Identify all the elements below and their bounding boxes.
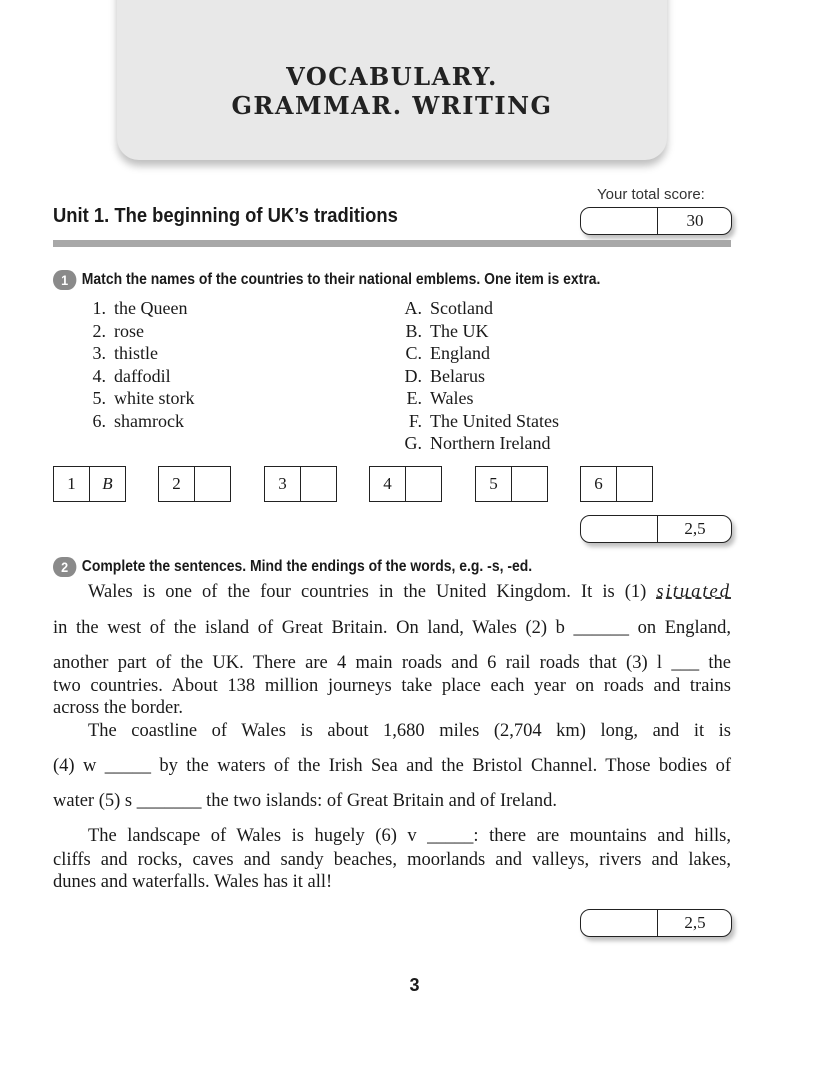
total-score-box[interactable] — [580, 207, 732, 235]
text-line: The landscape of Wales is hugely (6) v _____: there are mountains and hills, — [88, 826, 731, 846]
answer-number: 3 — [278, 474, 287, 493]
title-line-1: VOCABULARY. — [286, 62, 498, 91]
answer-box[interactable] — [53, 466, 126, 502]
task2-score-box[interactable] — [580, 909, 732, 937]
task-number-badge: 1 — [53, 270, 76, 290]
text-line: The coastline of Wales is about 1,680 miles (2,704 km) long, and it is — [88, 721, 731, 741]
list-item — [82, 365, 195, 388]
list-item — [82, 410, 195, 433]
divider — [53, 240, 731, 247]
item-text: England — [430, 343, 490, 363]
total-score-label: Your total score: — [597, 186, 705, 203]
text-line: another part of the UK. There are 4 main roads and 6 rail roads that (3) l ___ the — [53, 653, 731, 673]
country-list — [398, 297, 559, 455]
answer-number: 4 — [383, 474, 392, 493]
answer-box[interactable] — [158, 466, 231, 502]
text-line: (4) w _____ by the waters of the Irish Sea and the Bristol Channel. Those bodies of — [53, 756, 731, 776]
text-line — [88, 582, 731, 603]
item-text: thistle — [114, 343, 158, 363]
item-number: B. — [405, 320, 422, 341]
answer-field[interactable] — [616, 467, 652, 501]
list-item — [398, 342, 559, 365]
task1-score-box[interactable] — [580, 515, 732, 543]
list-item — [82, 297, 195, 320]
text-line: cliffs and rocks, caves and sandy beaches, moorlands and valleys, rivers and lakes, — [53, 850, 731, 870]
text-line: in the west of the island of Great Britain. On land, Wales (2) b ______ on England, — [53, 618, 731, 638]
task2-score-value: 2,5 — [684, 913, 706, 932]
task1-score-value: 2,5 — [684, 519, 706, 538]
list-item — [398, 320, 559, 343]
item-number: 5. — [92, 388, 106, 408]
answer-field[interactable]: B — [89, 467, 125, 501]
item-text: rose — [114, 320, 144, 341]
list-item — [82, 387, 195, 410]
item-number: F. — [408, 410, 422, 431]
item-number: 6. — [92, 410, 106, 431]
task1-instruction — [53, 270, 600, 290]
task2-instruction — [53, 557, 532, 577]
answer-field[interactable] — [511, 467, 547, 501]
answer-box[interactable] — [369, 466, 442, 502]
list-item — [398, 365, 559, 388]
text-line: water (5) s _______ the two islands: of Great Britain and of Ireland. — [53, 791, 557, 811]
item-number: G. — [404, 433, 422, 453]
item-number: A. — [404, 298, 422, 318]
answer-number: 2 — [172, 474, 181, 493]
item-number: C. — [405, 343, 422, 363]
filled-answer[interactable]: situated — [656, 582, 732, 602]
item-text: shamrock — [114, 410, 184, 431]
item-text: the Queen — [114, 298, 188, 318]
task2-text: Complete the sentences. Mind the endings of the words, e.g. -s, -ed. — [81, 558, 533, 576]
list-item — [82, 320, 195, 343]
task1-text: Match the names of the countries to their national emblems. One item is extra. — [81, 271, 601, 289]
item-number: 2. — [92, 320, 106, 341]
unit-title: Unit 1. The beginning of UK’s traditions — [53, 205, 398, 227]
answer-box[interactable] — [264, 466, 337, 502]
list-item — [398, 410, 559, 433]
list-item — [398, 432, 559, 455]
item-number: 4. — [92, 365, 106, 386]
item-number: E. — [406, 388, 422, 408]
item-text: Scotland — [430, 298, 493, 318]
item-number: 3. — [92, 343, 106, 363]
answer-number: 6 — [594, 474, 603, 493]
item-text: The UK — [430, 320, 489, 341]
task-number-badge: 2 — [53, 557, 76, 577]
page-number: 3 — [409, 975, 420, 995]
title-line-2: GRAMMAR. WRITING — [231, 91, 553, 120]
line-text: Wales is one of the four countries in the United Kingdom. It is (1) — [88, 582, 647, 602]
list-item — [82, 342, 195, 365]
answer-number: 1 — [67, 474, 76, 493]
text-line: dunes and waterfalls. Wales has it all! — [53, 872, 333, 892]
text-line: across the border. — [53, 698, 183, 718]
answer-field[interactable] — [194, 467, 230, 501]
item-text: Belarus — [430, 365, 485, 386]
list-item — [398, 297, 559, 320]
section-title — [117, 62, 667, 120]
answer-field[interactable] — [405, 467, 441, 501]
list-item — [398, 387, 559, 410]
answer-number: 5 — [489, 474, 498, 493]
item-text: Wales — [430, 388, 474, 408]
answer-box[interactable] — [475, 466, 548, 502]
item-text: daffodil — [114, 365, 171, 386]
item-text: white stork — [114, 388, 195, 408]
answer-field[interactable] — [300, 467, 336, 501]
answer-box[interactable] — [580, 466, 653, 502]
item-text: Northern Ireland — [430, 433, 551, 453]
item-number: 1. — [92, 298, 106, 318]
total-score-value: 30 — [686, 211, 704, 230]
item-text: The United States — [430, 410, 559, 431]
emblem-list — [82, 297, 195, 432]
item-number: D. — [404, 365, 422, 386]
text-line: two countries. About 138 million journeys take place each year on roads and trains — [53, 676, 731, 696]
